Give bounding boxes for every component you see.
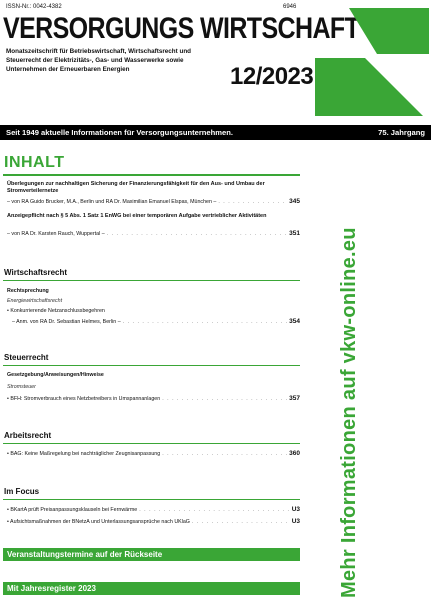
section-heading-wirtschaftsrecht: Wirtschaftsrecht (4, 268, 68, 277)
issue-number: 12/2023 (230, 63, 314, 90)
article-author: – von RA Guido Brucker, M.A., Berlin und RA Dr. Maximilian Emanuel Elspas, München – (7, 199, 217, 205)
page-number: U3 (291, 506, 300, 513)
magazine-title: VERSORGUNGS WIRTSCHAFT (3, 12, 360, 46)
vw-logo-icon (305, 8, 429, 122)
page-number: 360 (289, 450, 300, 457)
article-title: Überlegungen zur nachhaltigen Sicherung der Finanzierungsfähigkeit für den Aus- und Umbau der Stromverteilernetze (7, 181, 265, 194)
website-promo: Mehr Informationen auf vkw-online.eu (338, 227, 360, 598)
article-title: Anzeigepflicht nach § 5 Abs. 1 Satz 1 EnWG bei einer temporären Aufgabe vertrieblicher Aktivitäten (7, 213, 267, 219)
leader-dots (107, 231, 287, 237)
entry-row (7, 506, 300, 513)
entry-text: • BAG: Keine Maßregelung bei nachträglicher Zeugnisanpassung (7, 451, 161, 457)
entry-row (7, 518, 300, 525)
entry-text: • BKartA prüft Preisanpassungsklauseln bei Fernwärme (7, 507, 138, 513)
page-number: 354 (289, 318, 300, 325)
page-number: 351 (289, 230, 300, 237)
page-number: U3 (291, 518, 300, 525)
article-row (7, 198, 300, 205)
entry-author: – Anm. von RA Dr. Sebastian Helmes, Berlin – (12, 319, 121, 325)
leader-dots (162, 396, 287, 402)
magazine-subtitle: Monatszeitschrift für Betriebswirtschaft, Wirtschaftsrecht und Steuerrecht der Elektrizitäts-, Gas- und Wasserwerke sowie Unternehmen der Erneuerbaren Energien (6, 48, 192, 73)
leader-dots (123, 319, 288, 325)
issn-number: ISSN-Nr.: 0042-4382 (6, 4, 62, 10)
register-banner (3, 582, 300, 595)
entry-row (7, 318, 300, 325)
banner-text: Seit 1949 aktuelle Informationen für Versorgungsunternehmen. (6, 128, 234, 137)
section-divider (3, 280, 300, 281)
leader-dots (218, 199, 287, 205)
section-divider (3, 443, 300, 444)
page-code: 6946 (283, 4, 297, 10)
entry-text: • Aufsichtsmaßnahmen der BNetzA und Unterlassungsansprüche nach UKlaG (7, 519, 190, 525)
register-text: Mit Jahresregister 2023 (7, 584, 96, 593)
entry-row (7, 395, 300, 402)
page-number: 357 (289, 395, 300, 402)
events-text: Veranstaltungstermine auf der Rückseite (7, 550, 163, 559)
leader-dots (139, 507, 289, 513)
subsection-label: Rechtsprechung (7, 288, 49, 294)
section-heading-im-focus: Im Focus (4, 487, 40, 496)
entry-row (7, 450, 300, 457)
subsection-label: Gesetzgebung/Anweisungen/Hinweise (7, 372, 104, 378)
section-heading-steuerrecht: Steuerrecht (4, 353, 49, 362)
leader-dots (192, 519, 290, 525)
article-row (7, 230, 300, 237)
entry-row (7, 308, 300, 314)
subsection-topic: Energiewirtschaftsrecht (7, 298, 63, 304)
article-author: – von RA Dr. Karsten Rauch, Wuppertal – (7, 231, 105, 237)
events-banner (3, 548, 300, 561)
info-banner (0, 125, 431, 140)
section-divider (3, 499, 300, 500)
contents-heading: INHALT (4, 154, 65, 171)
entry-text: • BFH: Stromverbrauch eines Netzbetreibers in Umspannanlagen (7, 396, 161, 402)
contents-divider (3, 174, 300, 176)
leader-dots (162, 451, 287, 457)
page-number: 345 (289, 198, 300, 205)
section-heading-arbeitsrecht: Arbeitsrecht (4, 431, 52, 440)
subsection-topic: Stromsteuer (7, 384, 36, 390)
entry-text: • Konkurrierende Netzanschlussbegehren (7, 308, 105, 314)
section-divider (3, 365, 300, 366)
volume-label: 75. Jahrgang (378, 128, 425, 137)
